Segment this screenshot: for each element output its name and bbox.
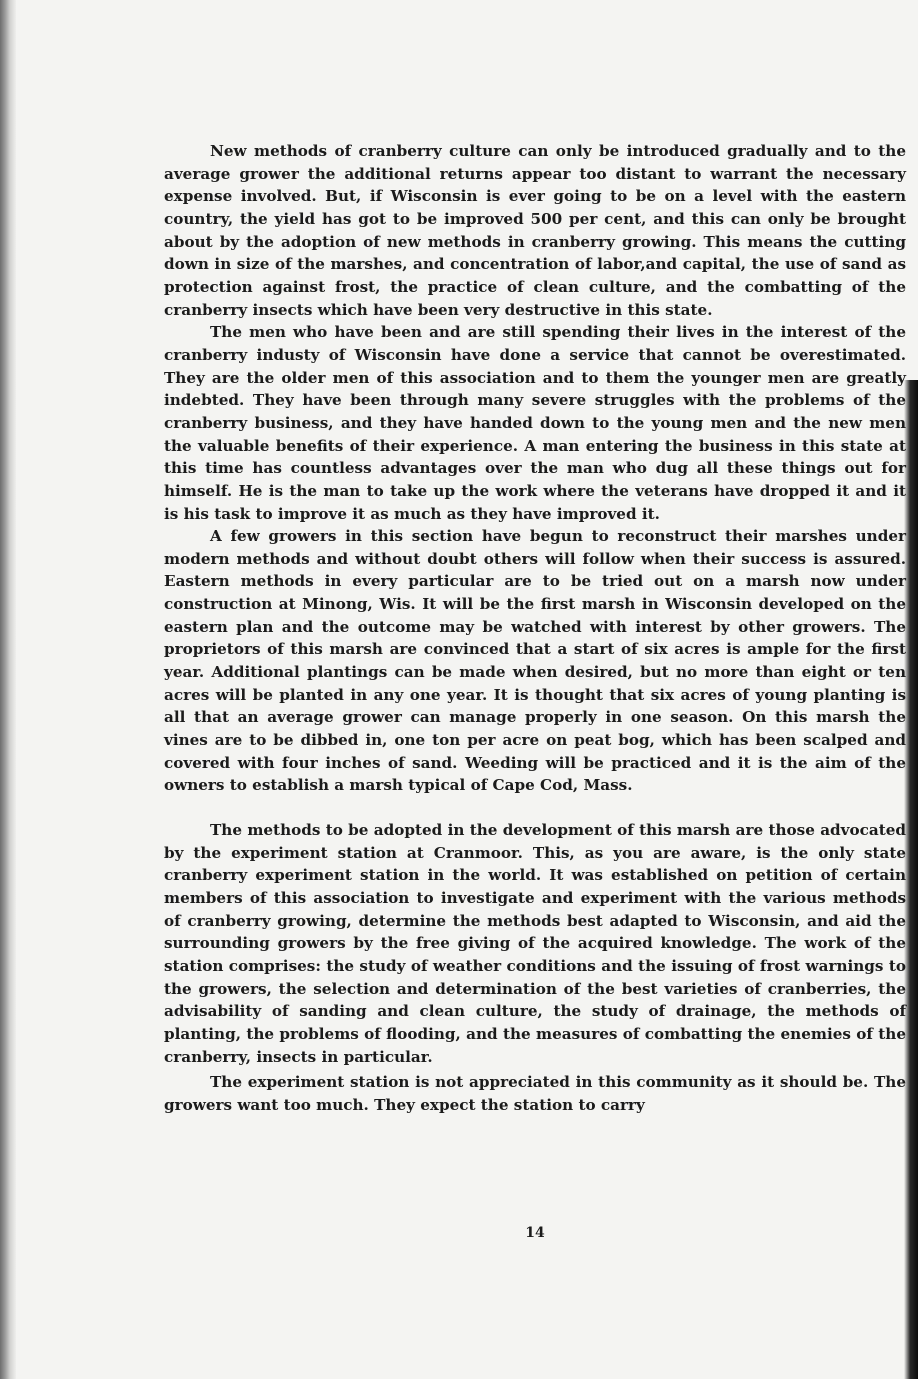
page-binding-shadow [0, 0, 16, 1379]
paragraph-older-men: The men who have been and are still spending their lives in the interest of the cranberry industy of Wisconsin have done a service that cannot be overestimated. They are the older men of this association and to them the younger men are greatly indebted. They have been through many severe struggles with the problems of the cranberry business, and they have handed down to the young men and the new men the valuable benefits of their experience. A man entering the business in this state at this time has countless advantages over the man who dug all these things out for himself. He is the man to take up the work where the veterans have dropped it and it is his task to improve it as much as they have improved it. [164, 323, 906, 523]
paragraph-station-appreciation: The experiment station is not appreciated in this community as it should be. The growers want too much. They expect the station to carry [164, 1073, 906, 1114]
paragraph-experiment-station: The methods to be adopted in the development of this marsh are those advocated by the experiment station at Cranmoor. This, as you are aware, is the only state cranberry experiment station in the world. It was established on petition of certain members of this association to investigate and experiment with the various methods of cranberry growing, determine the methods best adapted to Wisconsin, and aid the surrounding growers by the free giving of the acquired knowledge. The work of the station comprises: the study of weather conditions and the issuing of frost warnings to the growers, the selection and determination of the best varieties of cranberries, the advisability of sanding and clean culture, the study of drainage, the methods of planting, the problems of flooding, and the measures of combatting the enemies of the cranberry, insects in particular. [164, 821, 906, 1066]
paragraph-reconstruct-marshes: A few growers in this section have begun to reconstruct their marshes under modern methods and without doubt others will follow when their success is assured. Eastern methods in every particular are to be tried out on a marsh now under construction at Minong, Wis. It will be the first marsh in Wisconsin developed on the eastern plan and the outcome may be watched with interest by other growers. The proprietors of this marsh are convinced that a start of six acres is ample for the first year. Additional plantings can be made when desired, but no more than eight or ten acres will be planted in any one year. It is thought that six acres of young planting is all that an average grower can manage properly in one season. On this marsh the vines are to be dibbed in, one ton per acre on peat bog, which has been scalped and covered with four inches of sand. Weeding will be practiced and it is the aim of the owners to establish a marsh typical of Cape Cod, Mass. [164, 527, 906, 795]
document-body [164, 140, 906, 1117]
paragraph-new-methods: New methods of cranberry culture can only be introduced gradually and to the average grower the additional returns appear too distant to warrant the necessary expense involved. But, if Wisconsin is ever going to be on a level with the eastern country, the yield has got to be improved 500 per cent, and this can only be brought about by the adoption of new methods in cranberry growing. This means the cutting down in size of the marshes, and concentration of labor,and capital, the use of sand as protection against frost, the practice of clean culture, and the combatting of the cranberry insects which have been very destructive in this state. [164, 142, 906, 319]
page-number: 14 [525, 1225, 545, 1241]
